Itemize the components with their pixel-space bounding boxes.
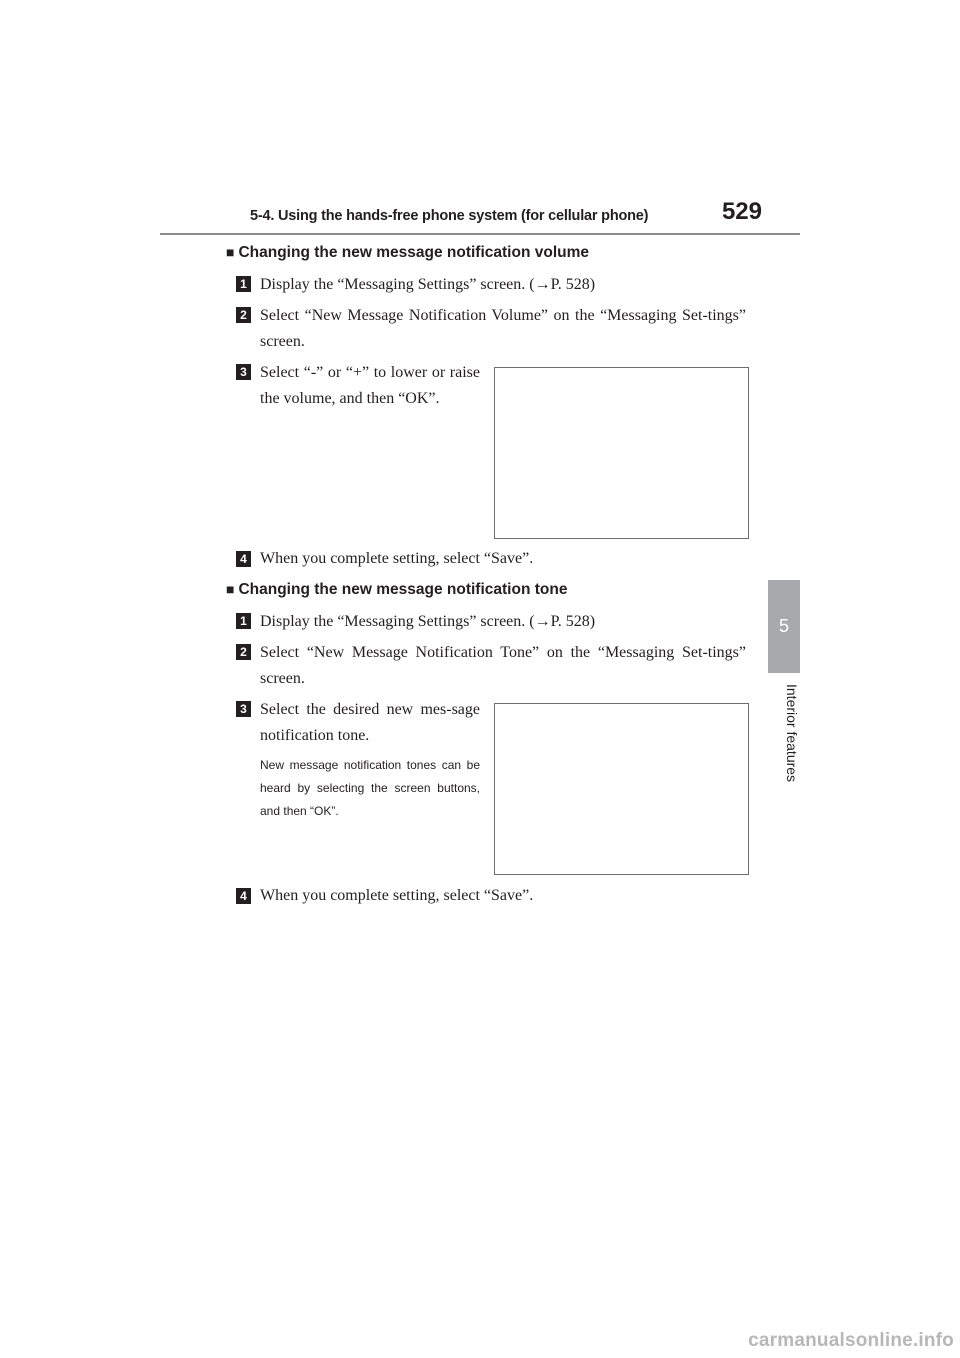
square-bullet-icon: ■ <box>226 581 235 597</box>
section-title-volume: ■ Changing the new message notification volume <box>226 244 589 261</box>
screenshot-placeholder-tone <box>494 703 749 875</box>
step-number-badge: 3 <box>236 364 251 380</box>
step-number-badge: 2 <box>236 644 251 660</box>
step-text: Select the desired new mes-sage notification tone. <box>260 701 480 744</box>
step-text: When you complete setting, select “Save”. <box>260 887 534 904</box>
chapter-label: Interior features <box>784 684 800 783</box>
page-number: 529 <box>721 198 762 225</box>
chapter-tab: 5 <box>768 580 800 673</box>
step-number-badge: 3 <box>236 701 251 717</box>
step-text: Display the “Messaging Settings” screen. (→P. 528) <box>260 613 596 630</box>
step-note: New message notification tones can be heard by selecting the screen buttons, and then “OK”. <box>260 758 480 818</box>
watermark: carmanualsonline.info <box>748 1330 954 1351</box>
step-text: Select “New Message Notification Tone” on the “Messaging Set-tings” screen. <box>260 644 746 687</box>
screenshot-placeholder-volume <box>494 367 749 539</box>
section-title-tone: ■ Changing the new message notification tone <box>226 581 568 598</box>
step-number-badge: 4 <box>236 888 251 904</box>
running-header: 5-4. Using the hands-free phone system (for cellular phone) <box>250 208 649 224</box>
square-bullet-icon: ■ <box>226 244 235 260</box>
step-number-badge: 4 <box>236 551 251 567</box>
step-text: Select “-” or “+” to lower or raise the volume, and then “OK”. <box>260 364 480 407</box>
step-text: Display the “Messaging Settings” screen. (→P. 528) <box>260 276 596 293</box>
step-text: When you complete setting, select “Save”. <box>260 550 534 567</box>
step-number-badge: 1 <box>236 276 251 292</box>
step-text: Select “New Message Notification Volume” on the “Messaging Set-tings” screen. <box>260 307 746 350</box>
step-number-badge: 2 <box>236 307 251 323</box>
header-rule <box>160 233 800 235</box>
step-number-badge: 1 <box>236 613 251 629</box>
